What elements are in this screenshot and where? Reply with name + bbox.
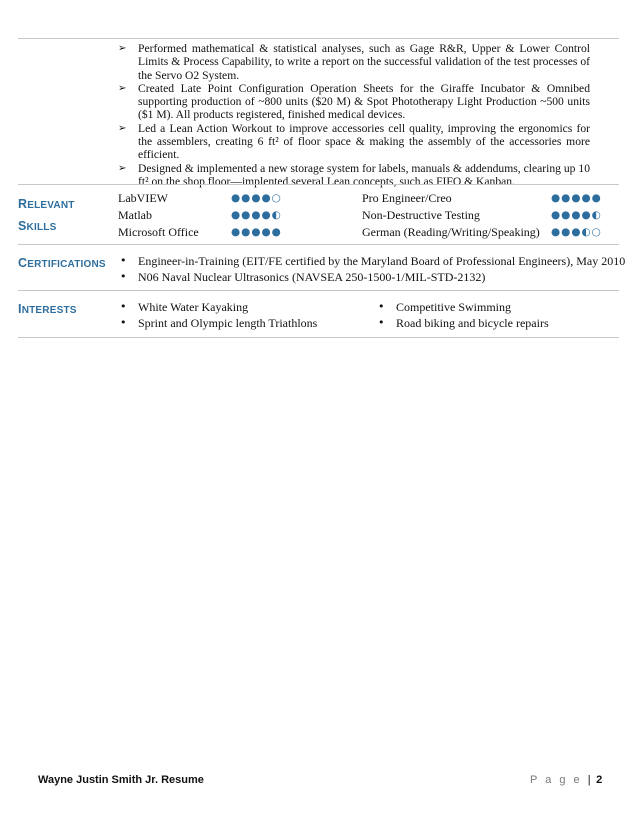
bullet-icon: • <box>378 300 385 313</box>
skill-rating-dots: ●●●●◐ <box>551 209 602 221</box>
interests-bottom-rule <box>18 337 619 338</box>
arrow-bullet-icon: ➢ <box>118 43 127 54</box>
skill-row <box>118 224 288 240</box>
experience-bullet: ➢ Designed & implemented a new storage system for labels, manuals & addendums, clearing up 10 ft² on the shop floor—implented several Lean concepts, such as FIFO & Kanban. <box>118 161 590 188</box>
interests-top-rule <box>18 290 619 291</box>
skill-rating-dots: ●●●◐○ <box>551 226 602 238</box>
skill-row <box>362 190 602 206</box>
skill-rating-dots: ●●●●◐ <box>231 209 282 221</box>
skill-row <box>118 190 288 206</box>
footer-page-indicator <box>530 774 602 786</box>
certification-item: • N06 Naval Nuclear Ultrasonics (NAVSEA 250-1500-1/MIL-STD-2132) <box>120 270 486 284</box>
skill-name: Matlab <box>118 208 152 222</box>
certifications-list <box>120 253 625 285</box>
skill-row <box>118 207 288 223</box>
interest-item: • Road biking and bicycle repairs <box>378 316 549 330</box>
skill-row <box>362 207 602 223</box>
experience-bullet: ➢ Performed mathematical & statistical analyses, such as Gage R&R, Upper & Lower Control Limits & Process Capability, to write a report on the successful validation of the test processes of the Servo O2 System. <box>118 42 590 82</box>
bullet-icon: • <box>378 316 385 329</box>
skills-section-title: RELEVANT SKILLS <box>18 197 75 233</box>
experience-bullets <box>118 42 590 188</box>
interests-list-right <box>378 299 549 331</box>
skill-name: Pro Engineer/Creo <box>362 191 452 205</box>
bullet-icon: • <box>120 300 127 313</box>
skill-name: LabVIEW <box>118 191 168 205</box>
bullet-icon: • <box>120 254 127 267</box>
interest-item: • Competitive Swimming <box>378 300 512 314</box>
interests-section-title: INTERESTS <box>18 302 77 316</box>
bullet-icon: • <box>120 270 127 283</box>
footer-page-number: 2 <box>596 774 603 786</box>
interest-item: • Sprint and Olympic length Triathlons <box>120 316 318 330</box>
certifications-section-title: CERTIFICATIONS <box>18 256 106 270</box>
skill-name: Microsoft Office <box>118 225 199 239</box>
bullet-icon: • <box>120 316 127 329</box>
footer-separator: | <box>587 774 591 786</box>
skill-name: German (Reading/Writing/Speaking) <box>362 225 540 239</box>
footer-document-name: Wayne Justin Smith Jr. Resume <box>38 774 204 786</box>
certifications-top-rule <box>18 244 619 245</box>
skill-rating-dots: ●●●●○ <box>231 192 282 204</box>
skill-rating-dots: ●●●●● <box>551 192 602 204</box>
experience-bullet: ➢ Created Late Point Configuration Operation Sheets for the Giraffe Incubator & Omnibed supporting production of ~800 units ($20 M) & Spot Phototherapy Light Production ~500 units ($1 M). All products registered, finished medical devices. <box>118 81 590 122</box>
skill-rating-dots: ●●●●● <box>231 226 282 238</box>
interest-item: • White Water Kayaking <box>120 300 249 314</box>
skill-name: Non-Destructive Testing <box>362 208 480 222</box>
arrow-bullet-icon: ➢ <box>118 162 127 174</box>
arrow-bullet-icon: ➢ <box>118 82 127 94</box>
top-rule <box>18 38 619 39</box>
skills-top-rule <box>18 184 619 185</box>
footer-page-label: P a g e <box>530 774 583 786</box>
interests-list-left <box>120 299 317 331</box>
certification-item: • Engineer-in-Training (EIT/FE certified by the Maryland Board of Professional Engineers), May 2010 <box>120 254 626 268</box>
skill-row <box>362 224 602 240</box>
experience-bullet: ➢ Led a Lean Action Workout to improve accessories cell quality, improving the ergonomics for the assemblers, creating 6 ft² of floor space & making the assembly of the accessories more efficient. <box>118 121 590 162</box>
arrow-bullet-icon: ➢ <box>118 122 127 134</box>
